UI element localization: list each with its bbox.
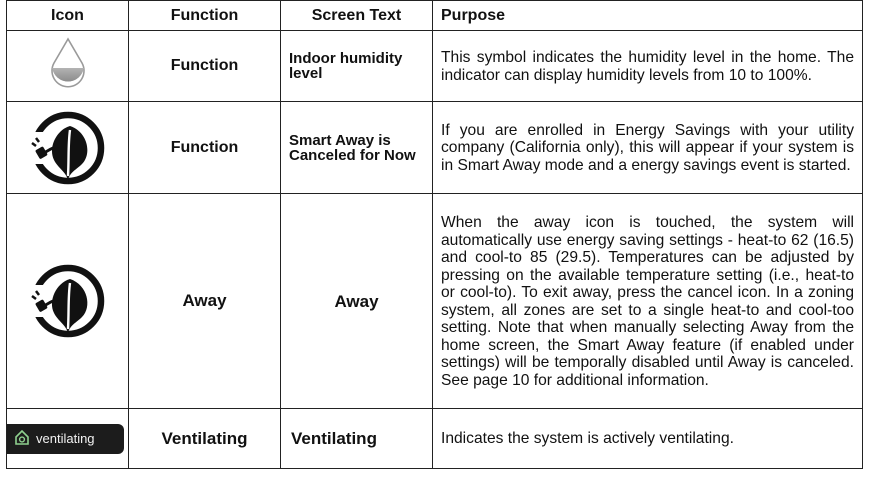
header-screen-text: Screen Text	[281, 1, 433, 31]
ventilating-badge-label: ventilating	[36, 431, 95, 446]
icon-cell	[7, 31, 129, 102]
humidity-drop-icon	[46, 79, 90, 96]
screen-text-cell: Ventilating	[281, 409, 433, 469]
purpose-cell: Indicates the system is actively ventilating.	[433, 409, 863, 469]
function-cell: Away	[129, 194, 281, 409]
table-row	[7, 409, 863, 469]
away-leaf-plug-icon	[7, 263, 128, 339]
icon-cell	[7, 102, 129, 194]
table-header-row	[7, 1, 863, 31]
purpose-cell: When the away icon is touched, the system will automatically use energy saving settings - heat-to 62 (16.5) and cool-to 85 (29.5). Temperatures can be adjusted by pressing on the available temperature setting (i.e., heat-to or cool-to). To exit away, press the cancel icon. In a zoning system, all zones are set to a single heat-to and cool-too setting. Note that when manually selecting Away from the home screen, the Smart Away feature (if enabled under settings) will be temporally disabled until Away is canceled. See page 10 for additional information.	[433, 194, 863, 409]
function-cell: Ventilating	[129, 409, 281, 469]
header-function: Function	[129, 1, 281, 31]
ventilating-house-icon	[14, 429, 30, 448]
icon-reference-table	[6, 0, 863, 469]
purpose-cell: If you are enrolled in Energy Savings with your utility company (California only), this will appear if your system is in Smart Away mode and a energy savings event is started.	[433, 102, 863, 194]
header-icon: Icon	[7, 1, 129, 31]
icon-cell	[7, 409, 129, 469]
icon-cell	[7, 194, 129, 409]
screen-text-cell: Away	[281, 194, 433, 409]
screen-text-cell: Indoor humidity level	[281, 31, 433, 102]
header-purpose: Purpose	[433, 1, 863, 31]
table-row	[7, 102, 863, 194]
smart-away-leaf-plug-icon	[7, 110, 128, 186]
ventilating-badge	[6, 424, 124, 454]
function-cell: Function	[129, 31, 281, 102]
table-row	[7, 194, 863, 409]
purpose-cell: This symbol indicates the humidity level in the home. The indicator can display humidity levels from 10 to 100%.	[433, 31, 863, 102]
function-cell: Function	[129, 102, 281, 194]
screen-text-cell: Smart Away is Canceled for Now	[281, 102, 433, 194]
table-row	[7, 31, 863, 102]
